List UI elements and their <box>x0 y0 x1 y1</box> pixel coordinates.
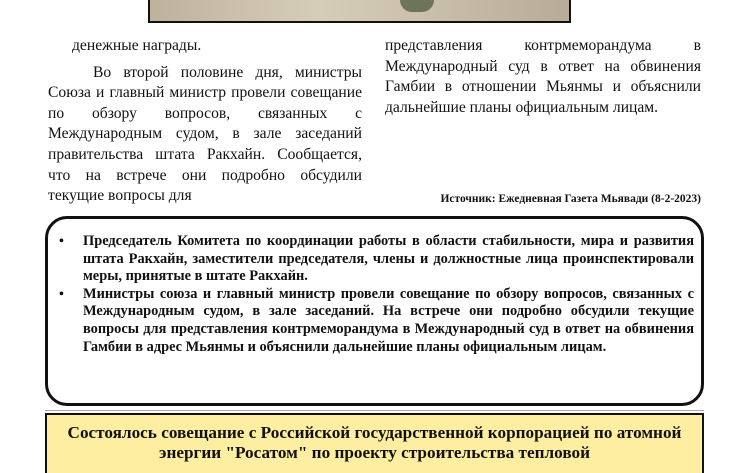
left-column-line: денежные награды. <box>72 37 202 54</box>
bullet-icon: • <box>59 234 64 249</box>
left-column-paragraph: Во второй половине дня, министры Союза и главный министр провели совещание по обзору вопросов, связанных с Международным судом, в зале заседаний правительства штата Ракхайн. Сообщается, что на встрече они подробно обсудили текущие вопросы для <box>48 63 362 205</box>
summary-item <box>59 233 694 286</box>
divider <box>45 410 704 411</box>
left-column <box>48 36 362 207</box>
bullet-icon: • <box>59 286 64 302</box>
photo-floor <box>150 0 569 21</box>
source-citation: Источник: Ежедневная Газета Мьявади (8-2-2023) <box>440 193 701 205</box>
headline-text: Состоялось совещание с Российской государственной корпорацией по атомной энергии "Росатом" по проекту строительства тепловой <box>67 423 682 463</box>
article-photo <box>148 0 571 23</box>
next-article-headline <box>45 413 704 473</box>
right-column <box>385 36 701 118</box>
right-column-paragraph: представления контрмеморандума в Международный суд в ответ на обвинения Гамбии в отношении Мьянмы и объяснили дальнейшие планы официальным лицам. <box>385 37 701 116</box>
summary-item <box>59 285 694 356</box>
summary-list <box>59 233 694 356</box>
summary-box <box>45 216 704 406</box>
summary-item-text: Председатель Комитета по координации работы в области стабильности, мира и развития штата Ракхайн, заместители председателя, члены и должностные лица проинспектировали меры, принятые в штате Ракхайн. <box>83 233 694 285</box>
summary-item-text: Министры союза и главный министр провели совещание по обзору вопросов, связанных с Международным судом, в зале заседаний. На встрече они подробно обсудили текущие вопросы для представления контрмеморандума в Международный суд в ответ на обвинения Гамбии в адрес Мьянмы и объяснили дальнейшие планы официальным лицам. <box>83 285 694 355</box>
